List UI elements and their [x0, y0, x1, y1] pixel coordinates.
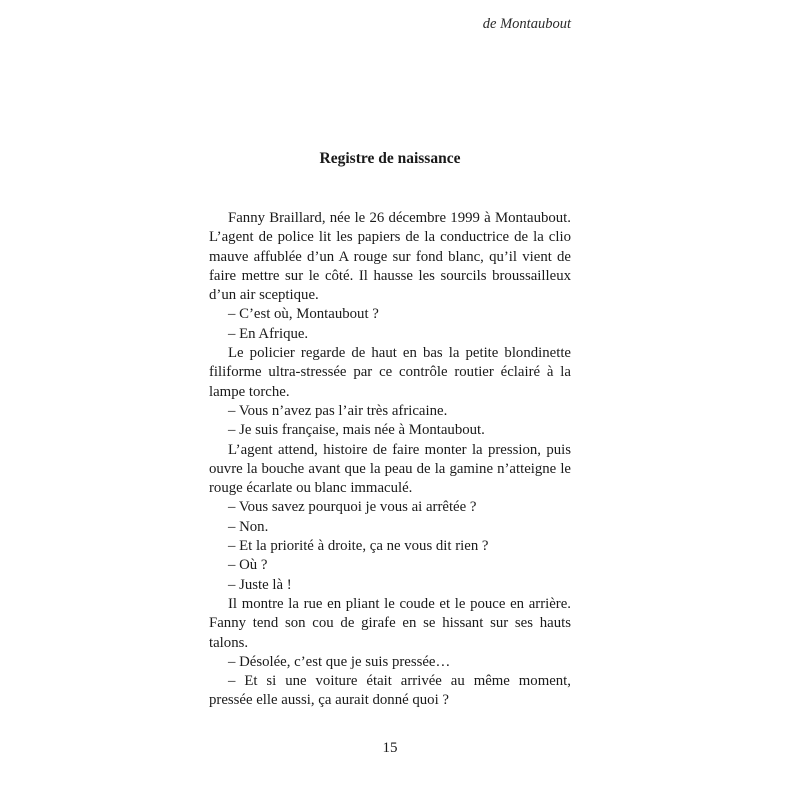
paragraph: L’agent attend, histoire de faire monter la pression, puis ouvre la bouche avant que la peau de la gamine n’atteigne le rouge écarlate ou blanc immaculé.	[209, 441, 571, 497]
dialogue-line: – En Afrique.	[228, 325, 309, 342]
paragraph: Le policier regarde de haut en bas la petite blondinette filiforme ultra-stressée par ce contrôle routier éclairé à la lampe torche.	[209, 345, 571, 400]
running-header: de Montaubout	[482, 16, 571, 32]
dialogue-line: – Et la priorité à droite, ça ne vous dit rien ?	[228, 538, 489, 555]
dialogue-line: – Et si une voiture était arrivée au même moment, pressée elle aussi, ça aurait donné quoi ?	[209, 673, 571, 709]
chapter-title: Registre de naissance	[319, 150, 461, 167]
dialogue-line: – Juste là !	[228, 576, 292, 593]
dialogue-line: – Je suis française, mais née à Montaubout.	[228, 422, 485, 439]
paragraph: Il montre la rue en pliant le coude et le pouce en arrière. Fanny tend son cou de girafe en se hissant sur ses hauts talons.	[209, 595, 571, 651]
dialogue-line: – Vous n’avez pas l’air très africaine.	[228, 402, 448, 419]
dialogue-line: – Désolée, c’est que je suis pressée…	[228, 653, 451, 670]
dialogue-line: – Vous savez pourquoi je vous ai arrêtée ?	[228, 499, 477, 516]
paragraph: Fanny Braillard, née le 26 décembre 1999 à Montaubout. L’agent de police lit les papiers de la conductrice de la clio mauve affublée d’un A rouge sur fond blanc, qu’il vient de faire mettre sur le côté. Il hausse les sourcils broussailleux d’un air sceptique.	[209, 210, 571, 304]
page-number: 15	[382, 740, 398, 756]
dialogue-line: – Non.	[228, 518, 269, 535]
dialogue-line: – C’est où, Montaubout ?	[228, 306, 379, 323]
body-text	[209, 209, 571, 711]
dialogue-line: – Où ?	[228, 557, 268, 574]
